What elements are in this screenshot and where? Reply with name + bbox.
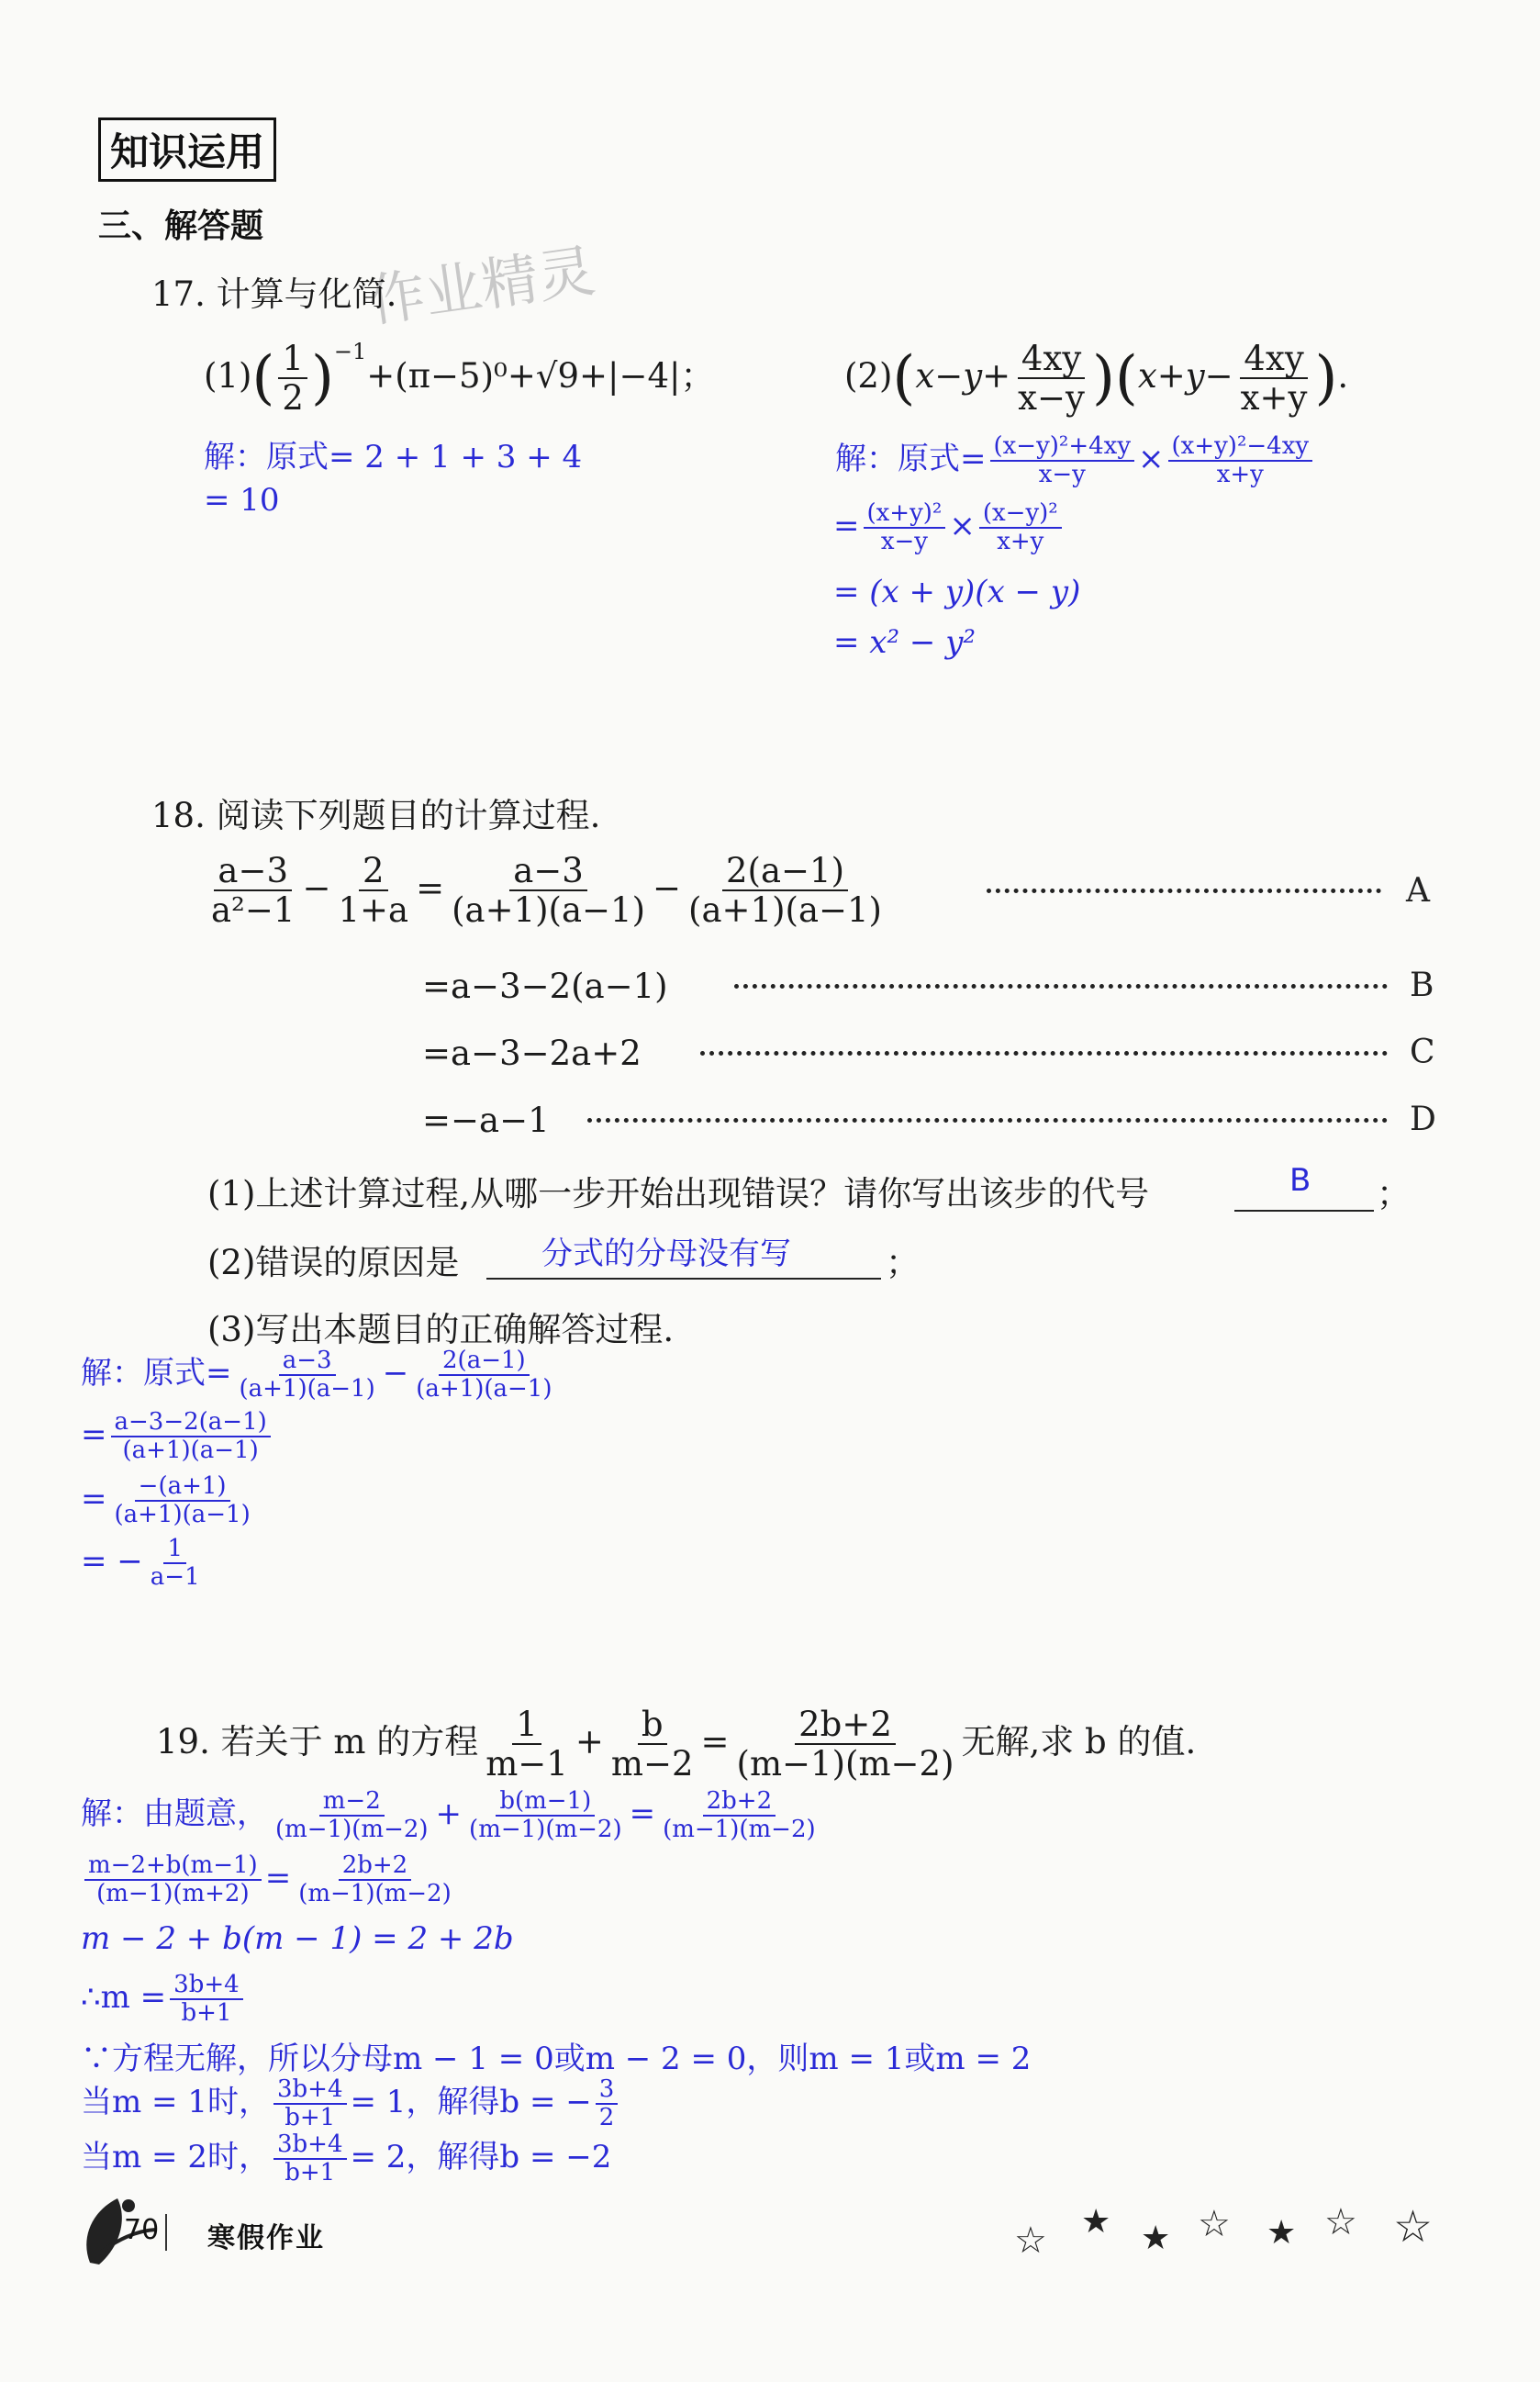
q19-stem <box>156 1705 1196 1784</box>
ans-prefix: 解：原式= <box>835 441 987 478</box>
frac-num: m−2 <box>319 1788 385 1817</box>
q19-sol-line1 <box>81 1788 823 1843</box>
q18-sol-line1 <box>81 1348 559 1403</box>
frac-num: m−2+b(m−1) <box>84 1852 262 1881</box>
sol-frac1 <box>236 1348 379 1403</box>
frac-den: (a+1)(a−1) <box>416 1375 552 1403</box>
frac-den: a−1 <box>150 1563 200 1592</box>
step-a-frac2 <box>334 852 412 930</box>
q17-ans2-line4: = x² − y² <box>833 624 976 661</box>
q19-sol-line5: ∵方程无解，所以分母m − 1 = 0或m − 2 = 0，则m = 1或m = 2 <box>81 2041 1032 2077</box>
case-prefix: 当m = 2时， <box>81 2139 270 2176</box>
q18-sol-line3 <box>81 1473 258 1528</box>
equals-sign: = <box>264 1860 292 1897</box>
q17-p2-term2: x+y− <box>1137 355 1233 396</box>
frac-den: x+y <box>1216 461 1264 489</box>
q18-sol-line2 <box>81 1409 274 1464</box>
frac-den: (a+1)(a−1) <box>688 890 882 931</box>
q19-sol-line3: m − 2 + b(m − 1) = 2 + 2b <box>81 1920 514 1957</box>
frac-den: b+1 <box>181 1999 232 2028</box>
frac-num: a−3 <box>279 1348 336 1376</box>
case-result: = 2，解得b = −2 <box>350 2139 612 2176</box>
star-icon: ☆ <box>1198 2203 1231 2245</box>
frac-num: (x+y)²−4xy <box>1168 433 1313 462</box>
frac-den: (a+1)(a−1) <box>122 1437 259 1465</box>
ans2-frac1 <box>990 433 1135 488</box>
times-sign: × <box>1138 441 1165 478</box>
therefore-prefix: ∴m = <box>81 1979 167 2017</box>
s-frac7 <box>273 2076 347 2131</box>
star-icon: ★ <box>1267 2214 1297 2252</box>
frac-den: (m−1)(m−2) <box>469 1816 622 1844</box>
q17-part1 <box>204 340 714 418</box>
q18-sol-line4 <box>81 1536 207 1591</box>
q19-sol-line7 <box>81 2131 611 2186</box>
equals-sign: = <box>700 1721 730 1761</box>
q18-q1-end: ； <box>1377 1174 1411 1213</box>
frac-num: 2 <box>359 852 388 891</box>
frac-den: x+y <box>997 528 1044 556</box>
frac-den: m−1 <box>485 1744 568 1784</box>
right-paren: ) <box>310 344 334 413</box>
times-sign: × <box>949 508 976 545</box>
section-heading: 三、解答题 <box>98 207 264 245</box>
leader-dots-d <box>587 1118 1388 1123</box>
q18-q1-text: (1)上述计算过程,从哪一步开始出现错误？请你写出该步的代号 <box>207 1174 1150 1213</box>
step-a-frac3 <box>448 852 649 930</box>
s-frac1 <box>272 1788 432 1843</box>
equals-sign: = <box>833 508 860 545</box>
minus-sign: − <box>653 867 682 908</box>
equals-sign: = <box>629 1795 656 1833</box>
frac-num: (x−y)² <box>979 500 1062 529</box>
left-paren: ( <box>251 344 275 413</box>
equals-sign: = <box>416 867 445 908</box>
frac-den: x−y <box>1038 461 1086 489</box>
frac-num: 3b+4 <box>170 1972 243 2000</box>
sol-frac3 <box>111 1409 271 1464</box>
star-icon: ★ <box>1081 2203 1111 2241</box>
step-a-frac4 <box>685 852 886 930</box>
frac-num: 3 <box>596 2076 619 2105</box>
q19-sol-line4 <box>81 1972 247 2027</box>
frac-num: 3b+4 <box>273 2131 347 2160</box>
frac-den: (m−1)(m−2) <box>663 1816 816 1844</box>
frac-num: 2(a−1) <box>439 1348 530 1376</box>
frac-den: x−y <box>880 528 928 556</box>
frac-num: 2b+2 <box>339 1852 412 1881</box>
q17-p1-tail: +(π−5)⁰+√9+|−4|； <box>366 355 715 396</box>
frac-num: 2b+2 <box>795 1705 896 1745</box>
frac-den: x−y <box>1018 378 1085 419</box>
frac-den: b+1 <box>285 2159 336 2187</box>
frac-den: m−2 <box>610 1744 694 1784</box>
plus-sign: + <box>435 1795 463 1833</box>
q17-p1-exponent: −1 <box>333 338 367 364</box>
q19-stem-b: 无解,求 b 的值. <box>961 1721 1197 1761</box>
frac-den: 1+a <box>338 890 409 931</box>
q18-step-d-expr: =−a−1 <box>422 1101 550 1140</box>
equals-sign: = <box>81 1481 107 1518</box>
frac-den: 2 <box>598 2104 615 2132</box>
frac-num: 1 <box>163 1536 186 1564</box>
left-paren: ( <box>1114 344 1138 413</box>
frac-den: 2 <box>282 378 304 419</box>
frac-den: (a+1)(a−1) <box>239 1375 375 1403</box>
q18-step-a-expr <box>204 852 889 930</box>
equals-minus: = − <box>81 1543 143 1581</box>
star-icon: ☆ <box>1324 2201 1357 2243</box>
star-icon: ★ <box>1141 2220 1171 2257</box>
step-label-d: D <box>1410 1101 1436 1138</box>
section-box-title: 知识运用 <box>98 117 276 182</box>
frac-den: (m−1)(m+2) <box>96 1880 250 1908</box>
frac-den: (a+1)(a−1) <box>452 890 646 931</box>
q19-stem-a: 19. 若关于 m 的方程 <box>156 1721 479 1761</box>
sol-frac5 <box>147 1536 204 1591</box>
frac-den: a²−1 <box>211 890 296 931</box>
q17-p1-fraction <box>278 340 307 418</box>
q19-sol-line2 <box>81 1852 459 1907</box>
frac-den: b+1 <box>285 2104 336 2132</box>
frac-num: 3b+4 <box>273 2076 347 2105</box>
q18-stem: 18. 阅读下列题目的计算过程. <box>151 796 601 835</box>
frac-num: a−3−2(a−1) <box>111 1409 271 1437</box>
frac-num: 4xy <box>1018 340 1085 379</box>
frac-num: (x+y)² <box>864 500 946 529</box>
q18-q3-text: (3)写出本题目的正确解答过程. <box>207 1310 675 1349</box>
minus-sign: − <box>382 1355 409 1392</box>
leader-dots-a <box>987 889 1381 893</box>
sol-frac4 <box>111 1473 254 1528</box>
leader-dots-b <box>734 984 1388 989</box>
q17-p2-fraction1 <box>1014 340 1088 418</box>
q18-q1-answer: B <box>1289 1162 1311 1199</box>
frac-den: (a+1)(a−1) <box>114 1501 251 1529</box>
q17-part2-label: (2) <box>844 355 893 396</box>
q18-q1-blank <box>1234 1210 1374 1212</box>
frac-num: 2b+2 <box>703 1788 776 1817</box>
ans2-frac4 <box>979 500 1062 555</box>
leader-dots-c <box>700 1051 1388 1056</box>
q17-part2 <box>844 340 1348 418</box>
page-number: 70 <box>124 2214 160 2246</box>
sol-prefix: 解：由题意， <box>81 1795 268 1833</box>
frac-den: x+y <box>1240 378 1308 419</box>
q19-sol-line6 <box>81 2076 621 2131</box>
ans2-frac3 <box>864 500 946 555</box>
step-label-a: A <box>1406 872 1430 910</box>
q17-ans1-line1: 解：原式= 2 + 1 + 3 + 4 <box>204 439 583 475</box>
frac-num: a−3 <box>214 852 292 891</box>
q18-step-c-expr: =a−3−2a+2 <box>422 1034 642 1073</box>
q18-q2-answer: 分式的分母没有写 <box>541 1236 791 1272</box>
q18-step-b-expr: =a−3−2(a−1) <box>422 967 668 1006</box>
equals-sign: = <box>81 1416 107 1454</box>
q17-p2-term1: x−y+ <box>915 355 1011 396</box>
q18-q2-text: (2)错误的原因是 <box>207 1243 460 1282</box>
plus-sign: + <box>575 1721 604 1761</box>
frac-num: b <box>638 1705 667 1745</box>
frac-num: a−3 <box>509 852 587 891</box>
frac-num: −(a+1) <box>135 1473 230 1502</box>
frac-num: 1 <box>278 340 307 379</box>
s-frac4 <box>84 1852 262 1907</box>
left-paren: ( <box>892 344 916 413</box>
q19-frac1 <box>482 1705 572 1784</box>
frac-num: 1 <box>512 1705 541 1745</box>
s-frac3 <box>659 1788 820 1843</box>
q18-q2-end: ； <box>886 1243 920 1282</box>
q17-stem: 17. 计算与化简. <box>151 274 397 314</box>
q17-ans2-line3: = (x + y)(x − y) <box>833 574 1081 610</box>
right-paren: ) <box>1091 344 1115 413</box>
s-frac5 <box>295 1852 455 1907</box>
q17-ans1-line2: = 10 <box>204 482 280 519</box>
q19-frac2 <box>608 1705 697 1784</box>
footer-title: 寒假作业 <box>207 2222 325 2254</box>
step-label-c: C <box>1410 1034 1435 1071</box>
frac-num: (x−y)²+4xy <box>990 433 1135 462</box>
frac-num: 4xy <box>1240 340 1307 379</box>
frac-den: (m−1)(m−2) <box>736 1744 954 1784</box>
star-icon: ☆ <box>1393 2201 1434 2253</box>
ans2-frac2 <box>1168 433 1313 488</box>
q17-ans2-line1 <box>835 433 1316 488</box>
star-icon: ☆ <box>1014 2220 1047 2262</box>
s-frac8 <box>596 2076 619 2131</box>
s-frac6 <box>170 1972 243 2027</box>
minus-sign: − <box>302 867 331 908</box>
q19-frac3 <box>733 1705 958 1784</box>
frac-num: b(m−1) <box>496 1788 595 1817</box>
frac-num: 2(a−1) <box>722 852 848 891</box>
case-result: = 1，解得b = − <box>350 2084 592 2121</box>
footer-divider <box>165 2214 167 2251</box>
q17-ans2-line2 <box>833 500 1066 555</box>
right-paren: ) <box>1314 344 1338 413</box>
sol-frac2 <box>412 1348 555 1403</box>
s-frac9 <box>273 2131 347 2186</box>
s-frac2 <box>465 1788 626 1843</box>
sol-prefix: 解：原式= <box>81 1355 232 1392</box>
step-a-frac1 <box>207 852 298 930</box>
watermark: 作业精灵 <box>363 237 599 335</box>
case-prefix: 当m = 1时， <box>81 2084 270 2121</box>
frac-den: (m−1)(m−2) <box>298 1880 452 1908</box>
q17-part1-label: (1) <box>204 355 252 396</box>
step-label-b: B <box>1410 967 1434 1004</box>
frac-den: (m−1)(m−2) <box>275 1816 429 1844</box>
q17-p2-fraction2 <box>1237 340 1311 418</box>
q18-q2-blank <box>486 1278 881 1280</box>
period: . <box>1337 355 1349 396</box>
